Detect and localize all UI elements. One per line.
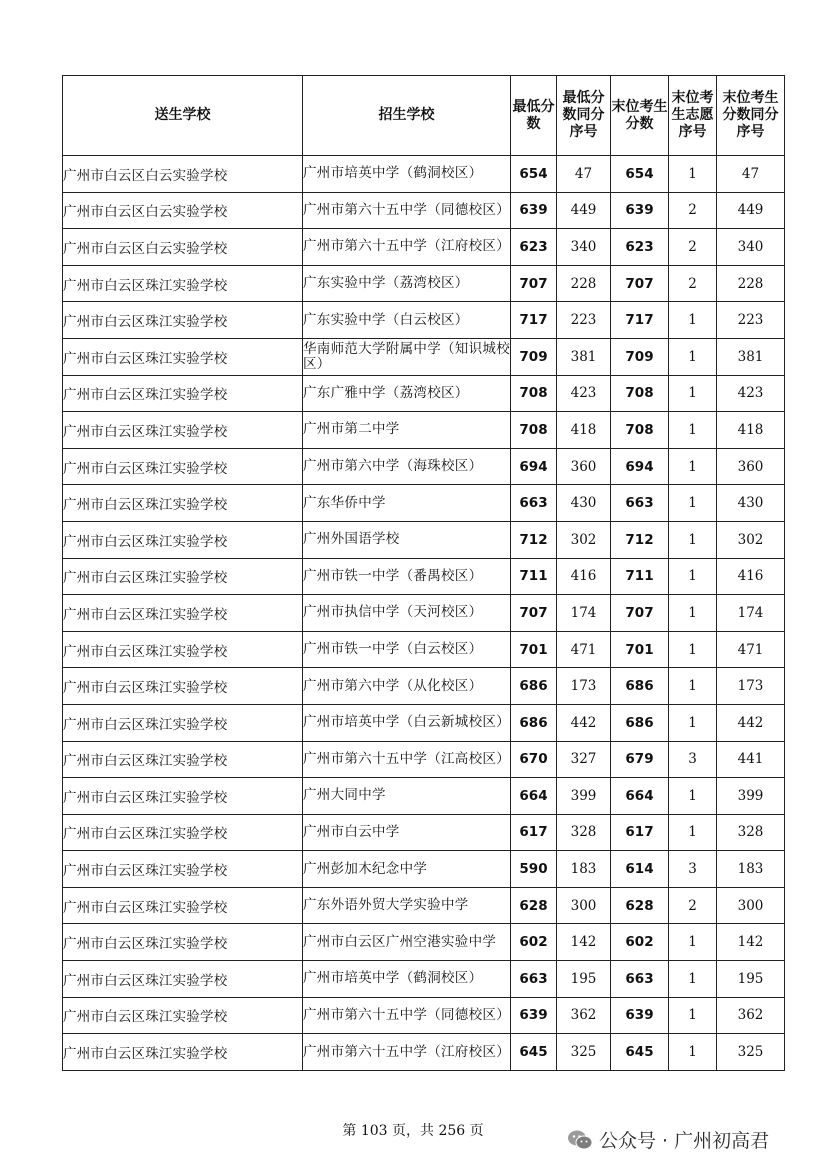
table-row xyxy=(63,412,785,449)
send-school-cell: 广州市白云区珠江实验学校 xyxy=(63,924,303,961)
min-score-cell: 670 xyxy=(511,741,557,778)
min-rank-cell: 174 xyxy=(557,595,611,632)
send-school-cell: 广州市白云区珠江实验学校 xyxy=(63,961,303,998)
recv-school-cell: 广州市第六中学（从化校区） xyxy=(303,668,511,705)
choice-cell: 3 xyxy=(669,851,717,888)
last-score-cell: 614 xyxy=(611,851,669,888)
choice-cell: 1 xyxy=(669,521,717,558)
last-rank-cell: 360 xyxy=(717,448,785,485)
send-school-cell: 广州市白云区白云实验学校 xyxy=(63,192,303,229)
min-rank-cell: 418 xyxy=(557,412,611,449)
send-school-cell: 广州市白云区珠江实验学校 xyxy=(63,631,303,668)
send-school-cell: 广州市白云区珠江实验学校 xyxy=(63,851,303,888)
recv-school-cell: 广州市第六十五中学（江府校区） xyxy=(303,1034,511,1071)
send-school-cell: 广州市白云区珠江实验学校 xyxy=(63,265,303,302)
header-last-score: 末位考生分数 xyxy=(611,76,669,156)
last-rank-cell: 449 xyxy=(717,192,785,229)
last-score-cell: 701 xyxy=(611,631,669,668)
table-row xyxy=(63,595,785,632)
min-score-cell: 639 xyxy=(511,997,557,1034)
send-school-cell: 广州市白云区珠江实验学校 xyxy=(63,668,303,705)
choice-cell: 1 xyxy=(669,961,717,998)
min-rank-cell: 360 xyxy=(557,448,611,485)
min-rank-cell: 47 xyxy=(557,156,611,193)
min-rank-cell: 228 xyxy=(557,265,611,302)
min-score-cell: 711 xyxy=(511,558,557,595)
table-row xyxy=(63,887,785,924)
min-rank-cell: 325 xyxy=(557,1034,611,1071)
last-rank-cell: 381 xyxy=(717,338,785,375)
header-last-rank: 末位考生分数同分序号 xyxy=(717,76,785,156)
last-rank-cell: 340 xyxy=(717,229,785,266)
last-rank-cell: 418 xyxy=(717,412,785,449)
choice-cell: 1 xyxy=(669,704,717,741)
last-rank-cell: 328 xyxy=(717,814,785,851)
min-rank-cell: 340 xyxy=(557,229,611,266)
min-rank-cell: 423 xyxy=(557,375,611,412)
last-score-cell: 686 xyxy=(611,704,669,741)
table-row xyxy=(63,265,785,302)
min-score-cell: 709 xyxy=(511,338,557,375)
last-rank-cell: 442 xyxy=(717,704,785,741)
min-score-cell: 694 xyxy=(511,448,557,485)
choice-cell: 1 xyxy=(669,668,717,705)
min-score-cell: 701 xyxy=(511,631,557,668)
header-min-score: 最低分数 xyxy=(511,76,557,156)
last-rank-cell: 423 xyxy=(717,375,785,412)
min-score-cell: 663 xyxy=(511,485,557,522)
table-row xyxy=(63,521,785,558)
min-rank-cell: 362 xyxy=(557,997,611,1034)
choice-cell: 1 xyxy=(669,338,717,375)
last-score-cell: 686 xyxy=(611,668,669,705)
table-row xyxy=(63,448,785,485)
last-score-cell: 628 xyxy=(611,887,669,924)
min-rank-cell: 328 xyxy=(557,814,611,851)
send-school-cell: 广州市白云区白云实验学校 xyxy=(63,156,303,193)
score-table xyxy=(62,75,785,1071)
send-school-cell: 广州市白云区珠江实验学校 xyxy=(63,997,303,1034)
send-school-cell: 广州市白云区珠江实验学校 xyxy=(63,448,303,485)
recv-school-cell: 广州市培英中学（鹤洞校区） xyxy=(303,156,511,193)
table-row xyxy=(63,485,785,522)
min-score-cell: 664 xyxy=(511,778,557,815)
min-rank-cell: 430 xyxy=(557,485,611,522)
min-score-cell: 686 xyxy=(511,704,557,741)
min-rank-cell: 300 xyxy=(557,887,611,924)
last-score-cell: 654 xyxy=(611,156,669,193)
header-send-school: 送生学校 xyxy=(63,76,303,156)
min-score-cell: 663 xyxy=(511,961,557,998)
send-school-cell: 广州市白云区珠江实验学校 xyxy=(63,485,303,522)
last-score-cell: 639 xyxy=(611,192,669,229)
table-row xyxy=(63,338,785,375)
table-row xyxy=(63,1034,785,1071)
min-score-cell: 623 xyxy=(511,229,557,266)
table-row xyxy=(63,302,785,339)
last-rank-cell: 195 xyxy=(717,961,785,998)
min-rank-cell: 416 xyxy=(557,558,611,595)
last-score-cell: 645 xyxy=(611,1034,669,1071)
min-rank-cell: 399 xyxy=(557,778,611,815)
last-rank-cell: 223 xyxy=(717,302,785,339)
recv-school-cell: 广州市第二中学 xyxy=(303,412,511,449)
table-row xyxy=(63,704,785,741)
choice-cell: 1 xyxy=(669,1034,717,1071)
recv-school-cell: 广州市培英中学（鹤洞校区） xyxy=(303,961,511,998)
table-row xyxy=(63,741,785,778)
send-school-cell: 广州市白云区珠江实验学校 xyxy=(63,412,303,449)
choice-cell: 2 xyxy=(669,192,717,229)
min-score-cell: 602 xyxy=(511,924,557,961)
last-score-cell: 717 xyxy=(611,302,669,339)
recv-school-cell: 广州市培英中学（白云新城校区） xyxy=(303,704,511,741)
last-score-cell: 617 xyxy=(611,814,669,851)
min-rank-cell: 223 xyxy=(557,302,611,339)
choice-cell: 1 xyxy=(669,631,717,668)
send-school-cell: 广州市白云区珠江实验学校 xyxy=(63,521,303,558)
recv-school-cell: 华南师范大学附属中学（知识城校区） xyxy=(303,338,511,375)
table-row xyxy=(63,229,785,266)
last-score-cell: 707 xyxy=(611,595,669,632)
last-score-cell: 602 xyxy=(611,924,669,961)
send-school-cell: 广州市白云区白云实验学校 xyxy=(63,229,303,266)
last-rank-cell: 399 xyxy=(717,778,785,815)
last-score-cell: 708 xyxy=(611,412,669,449)
send-school-cell: 广州市白云区珠江实验学校 xyxy=(63,778,303,815)
page-number: 第 103 页，共 256 页 xyxy=(342,1123,484,1139)
recv-school-cell: 广州彭加木纪念中学 xyxy=(303,851,511,888)
send-school-cell: 广州市白云区珠江实验学校 xyxy=(63,1034,303,1071)
table-row xyxy=(63,631,785,668)
choice-cell: 1 xyxy=(669,156,717,193)
min-rank-cell: 195 xyxy=(557,961,611,998)
table-row xyxy=(63,156,785,193)
last-rank-cell: 325 xyxy=(717,1034,785,1071)
table-row xyxy=(63,814,785,851)
choice-cell: 2 xyxy=(669,229,717,266)
min-score-cell: 654 xyxy=(511,156,557,193)
recv-school-cell: 广州市执信中学（天河校区） xyxy=(303,595,511,632)
table-row xyxy=(63,668,785,705)
send-school-cell: 广州市白云区珠江实验学校 xyxy=(63,814,303,851)
min-score-cell: 639 xyxy=(511,192,557,229)
last-score-cell: 711 xyxy=(611,558,669,595)
last-score-cell: 623 xyxy=(611,229,669,266)
last-score-cell: 694 xyxy=(611,448,669,485)
choice-cell: 1 xyxy=(669,375,717,412)
last-rank-cell: 173 xyxy=(717,668,785,705)
min-score-cell: 717 xyxy=(511,302,557,339)
last-rank-cell: 471 xyxy=(717,631,785,668)
min-rank-cell: 381 xyxy=(557,338,611,375)
send-school-cell: 广州市白云区珠江实验学校 xyxy=(63,704,303,741)
last-rank-cell: 228 xyxy=(717,265,785,302)
min-rank-cell: 471 xyxy=(557,631,611,668)
last-rank-cell: 302 xyxy=(717,521,785,558)
min-score-cell: 712 xyxy=(511,521,557,558)
recv-school-cell: 广州外国语学校 xyxy=(303,521,511,558)
last-rank-cell: 183 xyxy=(717,851,785,888)
table-row xyxy=(63,997,785,1034)
choice-cell: 1 xyxy=(669,448,717,485)
min-score-cell: 707 xyxy=(511,265,557,302)
table-header-row xyxy=(63,76,785,156)
send-school-cell: 广州市白云区珠江实验学校 xyxy=(63,558,303,595)
send-school-cell: 广州市白云区珠江实验学校 xyxy=(63,741,303,778)
recv-school-cell: 广州市第六中学（海珠校区） xyxy=(303,448,511,485)
min-score-cell: 708 xyxy=(511,412,557,449)
min-score-cell: 628 xyxy=(511,887,557,924)
recv-school-cell: 广东华侨中学 xyxy=(303,485,511,522)
header-last-choice: 末位考生志愿序号 xyxy=(669,76,717,156)
last-rank-cell: 416 xyxy=(717,558,785,595)
send-school-cell: 广州市白云区珠江实验学校 xyxy=(63,375,303,412)
min-rank-cell: 142 xyxy=(557,924,611,961)
choice-cell: 2 xyxy=(669,265,717,302)
recv-school-cell: 广州大同中学 xyxy=(303,778,511,815)
recv-school-cell: 广州市白云中学 xyxy=(303,814,511,851)
choice-cell: 1 xyxy=(669,302,717,339)
last-score-cell: 664 xyxy=(611,778,669,815)
header-min-rank: 最低分数同分序号 xyxy=(557,76,611,156)
choice-cell: 1 xyxy=(669,778,717,815)
recv-school-cell: 广州市铁一中学（白云校区） xyxy=(303,631,511,668)
choice-cell: 1 xyxy=(669,595,717,632)
send-school-cell: 广州市白云区珠江实验学校 xyxy=(63,887,303,924)
last-rank-cell: 362 xyxy=(717,997,785,1034)
choice-cell: 1 xyxy=(669,412,717,449)
min-score-cell: 708 xyxy=(511,375,557,412)
recv-school-cell: 广东广雅中学（荔湾校区） xyxy=(303,375,511,412)
min-rank-cell: 302 xyxy=(557,521,611,558)
wechat-icon xyxy=(567,1129,593,1151)
min-rank-cell: 449 xyxy=(557,192,611,229)
last-score-cell: 663 xyxy=(611,961,669,998)
choice-cell: 1 xyxy=(669,997,717,1034)
table-row xyxy=(63,778,785,815)
min-score-cell: 707 xyxy=(511,595,557,632)
recv-school-cell: 广州市铁一中学（番禺校区） xyxy=(303,558,511,595)
recv-school-cell: 广州市白云区广州空港实验中学 xyxy=(303,924,511,961)
last-score-cell: 679 xyxy=(611,741,669,778)
table-row xyxy=(63,961,785,998)
choice-cell: 1 xyxy=(669,924,717,961)
last-rank-cell: 142 xyxy=(717,924,785,961)
min-rank-cell: 327 xyxy=(557,741,611,778)
min-score-cell: 645 xyxy=(511,1034,557,1071)
recv-school-cell: 广州市第六十五中学（同德校区） xyxy=(303,997,511,1034)
header-recv-school: 招生学校 xyxy=(303,76,511,156)
table-row xyxy=(63,192,785,229)
send-school-cell: 广州市白云区珠江实验学校 xyxy=(63,302,303,339)
min-rank-cell: 183 xyxy=(557,851,611,888)
choice-cell: 1 xyxy=(669,814,717,851)
min-rank-cell: 173 xyxy=(557,668,611,705)
send-school-cell: 广州市白云区珠江实验学校 xyxy=(63,595,303,632)
table-row xyxy=(63,924,785,961)
watermark xyxy=(565,1124,775,1155)
last-rank-cell: 441 xyxy=(717,741,785,778)
recv-school-cell: 广东实验中学（荔湾校区） xyxy=(303,265,511,302)
min-score-cell: 686 xyxy=(511,668,557,705)
min-score-cell: 617 xyxy=(511,814,557,851)
table-row xyxy=(63,851,785,888)
min-rank-cell: 442 xyxy=(557,704,611,741)
last-score-cell: 639 xyxy=(611,997,669,1034)
watermark-text: 公众号 · 广州初高君 xyxy=(599,1130,770,1152)
last-score-cell: 707 xyxy=(611,265,669,302)
choice-cell: 3 xyxy=(669,741,717,778)
recv-school-cell: 广州市第六十五中学（同德校区） xyxy=(303,192,511,229)
last-rank-cell: 174 xyxy=(717,595,785,632)
send-school-cell: 广州市白云区珠江实验学校 xyxy=(63,338,303,375)
recv-school-cell: 广州市第六十五中学（江府校区） xyxy=(303,229,511,266)
choice-cell: 1 xyxy=(669,485,717,522)
last-score-cell: 708 xyxy=(611,375,669,412)
recv-school-cell: 广东外语外贸大学实验中学 xyxy=(303,887,511,924)
last-rank-cell: 47 xyxy=(717,156,785,193)
table-row xyxy=(63,558,785,595)
last-score-cell: 709 xyxy=(611,338,669,375)
last-rank-cell: 430 xyxy=(717,485,785,522)
choice-cell: 2 xyxy=(669,887,717,924)
recv-school-cell: 广东实验中学（白云校区） xyxy=(303,302,511,339)
table-row xyxy=(63,375,785,412)
last-score-cell: 663 xyxy=(611,485,669,522)
last-rank-cell: 300 xyxy=(717,887,785,924)
last-score-cell: 712 xyxy=(611,521,669,558)
min-score-cell: 590 xyxy=(511,851,557,888)
recv-school-cell: 广州市第六十五中学（江高校区） xyxy=(303,741,511,778)
choice-cell: 1 xyxy=(669,558,717,595)
